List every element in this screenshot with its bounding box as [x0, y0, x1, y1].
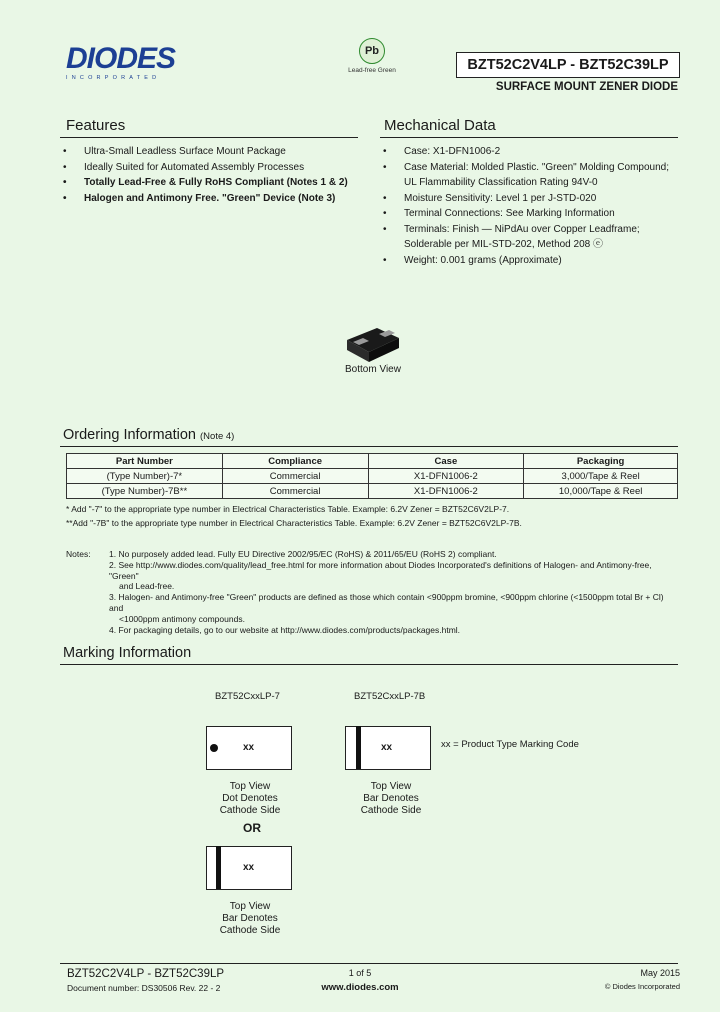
lead-free-badge	[344, 38, 400, 74]
note-text: <1000ppm antimony compounds.	[119, 613, 245, 624]
features-list	[62, 144, 358, 206]
feature-item	[62, 191, 358, 207]
mechanical-item	[382, 206, 682, 222]
pb-icon: Pb	[359, 38, 385, 64]
notes-list	[109, 549, 679, 635]
features-heading: Features	[66, 117, 126, 134]
table-cell: X1-DFN1006-2	[368, 484, 524, 499]
company-logo	[66, 44, 175, 81]
caption-bar-alt-line-3: Cathode Side	[219, 925, 281, 936]
table-cell: X1-DFN1006-2	[368, 469, 524, 484]
caption-dot-line-2: Dot Denotes	[222, 793, 278, 804]
table-row	[67, 484, 678, 499]
mechanical-text: Case: X1-DFN1006-2	[404, 146, 501, 157]
caption-bar-line-2: Bar Denotes	[363, 793, 419, 804]
table-cell: Commercial	[222, 469, 368, 484]
mechanical-text: Terminal Connections: See Marking Information	[404, 208, 615, 219]
package-bottom-view-image	[343, 320, 403, 364]
bullet-icon: •	[383, 208, 387, 219]
marking-code-dot: xx	[243, 742, 255, 753]
mechanical-text: Moisture Sensitivity: Level 1 per J-STD-020	[404, 192, 597, 204]
table-cell: 10,000/Tape & Reel	[524, 484, 678, 499]
feature-item	[62, 160, 358, 176]
feature-text: Ultra-Small Leadless Surface Mount Package	[84, 146, 286, 157]
footer-part-number: BZT52C2V4LP - BZT52C39LP	[67, 968, 225, 980]
ordering-note-ref: (Note 4)	[200, 431, 235, 442]
ordering-column-header: Packaging	[524, 454, 678, 469]
ordering-column-header: Compliance	[222, 454, 368, 469]
footer-page-number: 1 of 5	[348, 968, 372, 978]
footer-copyright: © Diodes Incorporated	[604, 982, 680, 991]
note-text: 4. For packaging details, go to our website at http://www.diodes.com/products/packages.html.	[109, 624, 461, 635]
mechanical-item	[382, 144, 682, 160]
ordering-column-header: Case	[368, 454, 524, 469]
note-text: 2. See http://www.diodes.com/quality/lead_free.html for more information about Diodes Incorporated's definitions of Halogen- and Antimony-free, "Green"	[109, 559, 652, 581]
caption-bar-alt-line-2: Bar Denotes	[222, 913, 278, 924]
caption-bar-line-1: Top View	[370, 781, 412, 792]
cathode-bar-icon	[356, 726, 361, 769]
footer-date: May 2015	[640, 968, 680, 978]
mechanical-divider	[380, 137, 678, 138]
marking-code-bar: xx	[381, 742, 393, 753]
table-cell: 3,000/Tape & Reel	[524, 469, 678, 484]
bullet-icon: •	[63, 192, 67, 204]
marking-label-7: BZT52CxxLP-7	[215, 691, 280, 702]
logo-text: DIODES	[66, 42, 176, 75]
bullet-icon: •	[383, 146, 387, 157]
bullet-icon: •	[383, 254, 387, 266]
caption-bar	[341, 781, 441, 817]
mechanical-list	[382, 144, 682, 268]
caption-dot	[200, 781, 300, 817]
footer-divider	[60, 963, 678, 964]
ordering-divider	[60, 446, 678, 447]
bottom-view-caption: Bottom View	[345, 364, 401, 375]
bullet-icon: •	[383, 223, 387, 235]
marking-label-7b: BZT52CxxLP-7B	[354, 691, 426, 702]
bullet-icon: •	[63, 146, 67, 157]
ordering-column-header: Part Number	[67, 454, 223, 469]
marking-divider	[60, 664, 678, 665]
cathode-dot-icon	[210, 744, 218, 752]
caption-dot-line-3: Cathode Side	[219, 805, 281, 816]
bullet-icon: •	[63, 161, 67, 173]
caption-dot-line-1: Top View	[229, 781, 271, 792]
mechanical-item	[382, 253, 682, 269]
note-item	[109, 592, 679, 624]
document-subtitle: SURFACE MOUNT ZENER DIODE	[495, 81, 678, 93]
note-item	[109, 560, 679, 592]
feature-text: Ideally Suited for Automated Assembly Processes	[84, 161, 305, 173]
marking-legend: xx = Product Type Marking Code	[441, 739, 579, 750]
table-cell: (Type Number)-7B**	[67, 484, 223, 499]
mechanical-item	[382, 191, 682, 207]
caption-bar-alt	[200, 901, 300, 937]
feature-item	[62, 144, 358, 160]
cathode-bar-alt-icon	[216, 846, 221, 889]
note-item	[109, 625, 679, 636]
marking-heading: Marking Information	[63, 645, 192, 661]
bullet-icon: •	[383, 161, 387, 173]
features-divider	[60, 137, 358, 138]
marking-code-bar-alt: xx	[243, 862, 255, 873]
feature-text: Totally Lead-Free & Fully RoHS Compliant (Notes 1 & 2)	[84, 177, 348, 188]
ordering-footnote-1: * Add "-7" to the appropriate type number in Electrical Characteristics Table. Example: 6.2V Zener = BZT52C6V2LP-7.	[66, 504, 510, 514]
notes-label: Notes:	[66, 549, 91, 559]
footer-website-link[interactable]: www.diodes.com	[321, 982, 399, 993]
mechanical-text: Weight: 0.001 grams (Approximate)	[404, 254, 562, 266]
mechanical-text: Terminals: Finish — NiPdAu over Copper Leadframe;	[404, 223, 640, 235]
table-row	[67, 469, 678, 484]
ordering-heading	[63, 427, 234, 443]
ordering-footnote-2: **Add "-7B" to the appropriate type number in Electrical Characteristics Table. Example: 6.2V Zener = BZT52C6V2LP-7B.	[66, 518, 522, 528]
bullet-icon: •	[63, 177, 67, 188]
table-cell: (Type Number)-7*	[67, 469, 223, 484]
note-text: and Lead-free.	[119, 581, 175, 592]
ordering-table	[66, 453, 678, 499]
feature-item	[62, 175, 358, 191]
caption-bar-line-3: Cathode Side	[360, 805, 422, 816]
marking-or: OR	[243, 821, 261, 835]
lead-free-label: Lead-free Green	[348, 67, 396, 74]
part-number-title: BZT52C2V4LP - BZT52C39LP	[456, 52, 680, 78]
mechanical-heading: Mechanical Data	[384, 117, 496, 134]
feature-text: Halogen and Antimony Free. "Green" Device (Note 3)	[84, 192, 336, 204]
footer-document-number: Document number: DS30506 Rev. 22 - 2	[67, 983, 221, 993]
mechanical-text: Case Material: Molded Plastic. "Green" Molding Compound;	[404, 161, 669, 173]
mechanical-item	[382, 160, 682, 191]
mechanical-text: UL Flammability Classification Rating 94V-0	[404, 177, 598, 188]
caption-bar-alt-line-1: Top View	[229, 901, 271, 912]
table-cell: Commercial	[222, 484, 368, 499]
bullet-icon: •	[383, 192, 387, 204]
mechanical-item	[382, 222, 682, 253]
logo-subtext: INCORPORATED	[66, 75, 161, 81]
note-text: 1. No purposely added lead. Fully EU Directive 2002/95/EC (RoHS) & 2011/65/EU (RoHS 2) compliant.	[109, 549, 497, 559]
ordering-title: Ordering Information	[63, 427, 196, 443]
note-text: 3. Halogen- and Antimony-free "Green" products are defined as those which contain <900ppm bromine, <900ppm chlorine (<1500ppm total Br + Cl) and	[109, 592, 664, 613]
note-item	[109, 549, 679, 560]
ordering-table-header	[67, 454, 678, 469]
mechanical-text: Solderable per MIL-STD-202, Method 208 ⓔ	[404, 239, 603, 250]
